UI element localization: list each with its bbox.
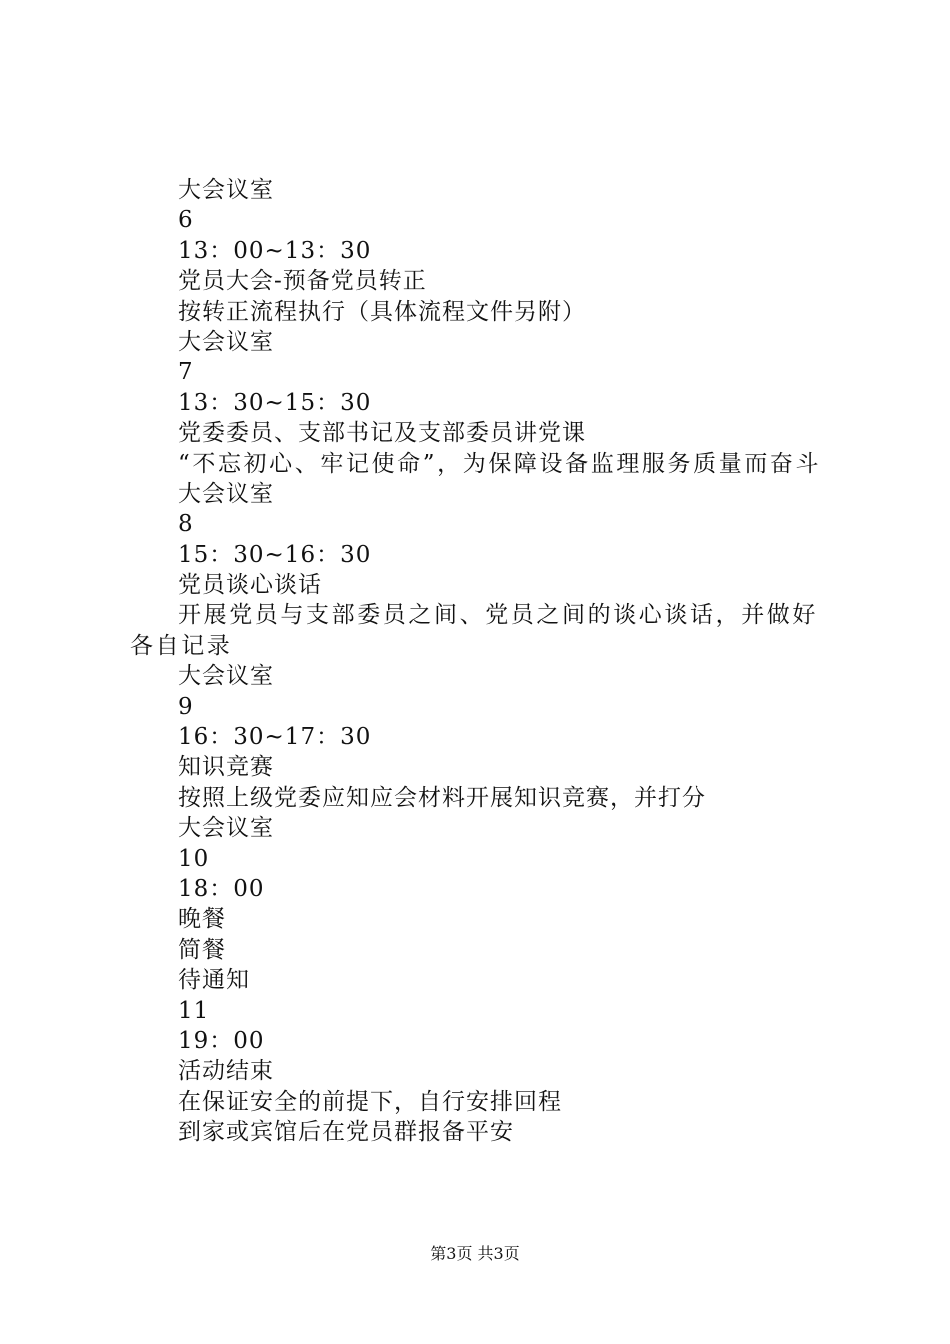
text-line: 9 — [178, 693, 194, 720]
schedule-text — [130, 175, 840, 1148]
text-line: 10 — [178, 845, 210, 872]
text-line: 13：00~13：30 — [178, 237, 372, 264]
text-line: 6 — [178, 207, 194, 234]
text-line: 大会议室 — [178, 815, 274, 842]
text-line: 11 — [178, 997, 210, 1024]
text-line: 按转正流程执行（具体流程文件另附） — [178, 298, 586, 325]
text-line: 13：30~15：30 — [178, 389, 372, 416]
text-line: “不忘初心、牢记使命”，为保障设备监理服务质量而奋斗 — [178, 450, 822, 477]
text-line: 大会议室 — [178, 663, 274, 690]
text-line: 7 — [178, 359, 194, 386]
text-line: 晚餐 — [178, 906, 226, 933]
text-line: 知识竞赛 — [178, 754, 274, 781]
text-line: 开展党员与支部委员之间、党员之间的谈心谈话，并做好各自记录 — [130, 602, 818, 659]
text-line: 简餐 — [178, 936, 226, 963]
text-line: 党员大会-预备党员转正 — [178, 268, 427, 295]
text-line: 按照上级党委应知应会材料开展知识竞赛，并打分 — [178, 784, 706, 811]
text-line: 党委委员、支部书记及支部委员讲党课 — [178, 420, 586, 447]
text-line: 19：00 — [178, 1027, 265, 1054]
text-line: 15：30~16：30 — [178, 541, 372, 568]
text-line: 大会议室 — [178, 177, 274, 203]
page-footer: 第3页 共3页 — [430, 1244, 520, 1263]
text-line: 到家或宾馆后在党员群报备平安 — [178, 1119, 514, 1146]
text-line: 党员谈心谈话 — [178, 572, 322, 599]
text-line: 大会议室 — [178, 480, 274, 507]
text-line: 待通知 — [178, 967, 250, 994]
text-line: 16：30~17：30 — [178, 724, 372, 751]
text-line: 在保证安全的前提下，自行安排回程 — [178, 1088, 562, 1115]
text-line: 活动结束 — [178, 1058, 274, 1085]
text-line: 18：00 — [178, 876, 265, 903]
text-line: 大会议室 — [178, 328, 274, 355]
text-line: 8 — [178, 511, 194, 538]
